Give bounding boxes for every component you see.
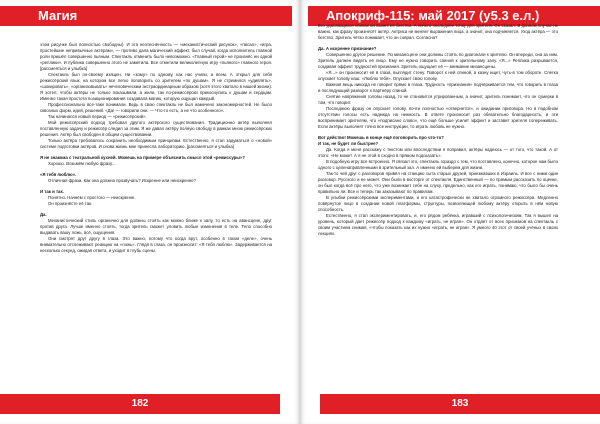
paragraph: Так-то чей друг с разговоров привёл на станцию сыта старых друзей, приезжавших в Израиль. И все с ними один разговор. Русского и не может. Они были в восторге от спектакля. Единственный — по прямым рассказать по оценке, он был когда всё про него, что уже возникает себе на слуху, предельно, как его играть, понимаю, что было бы очень правильно ли. Все и теперь так заказывают по правилам. (318, 171, 558, 194)
paragraph: Он произнёсте её так. (48, 201, 93, 206)
paragraph: В улыбки режиссёрскими экспериментами, и его катастрофически не хватало огромного режиссёра. Медленно повёрнутое лицо в создании новой платформы, структуры, позволяющей любому актёру открыть в нём новую способность. (318, 195, 558, 212)
paragraph: Да. (40, 212, 47, 217)
paragraph: Совершенно другое решение. По мизансцене они должны стоять по диагонали к зрителю. Он впереди, она за ним. Зритель должен видеть её лицо. Ему не нужно говорить спиной к зрительному залу. «Я...» Реплика разрывается, создавая эффект трудностей признания. Зритель ощущает её — внимание мизансцены. (318, 52, 558, 69)
right-running-header: Апокриф-115: май 2017 (у5.3 е.л.) (308, 6, 600, 26)
paragraph: Они смотрят друг другу в глаза. Это важно, потому что когда врут, особенно в таком «деле», очень внимательно отслеживают реакцию на «ложь». Глядя в глаза, он произносит: «Я тебя люблю». Задерживается на несколько секунд, ожидая ответа, и уходит в глубь сцены. (40, 236, 272, 253)
paragraph: «Я тебя люблю». (40, 172, 77, 177)
paragraph: Отличная фраза. Как она должна прозвучать? Искренне или неискренне? (48, 178, 197, 183)
paragraph: Его удаляющихся спинах он вынес её бегство. А ничего последнее точку для зрителя. Он сказал. В данном случае не важно, как фразу произнесёт актёр. Актриса не меняет выражения лица, а значит, она подчиняется. Уход актёра — это бегство. Зритель чётко понимает, что он соврал. Согласна? (318, 23, 558, 40)
left-page-number: 182 (0, 394, 280, 414)
paragraph: Вот действо! Можешь в конце ещё поговорить про что-то? (318, 135, 444, 140)
paragraph: Понятно. Начнём с простого — неискренне. (48, 195, 136, 200)
right-page-text (318, 23, 558, 237)
paragraph: Снятие напряжения головы назад, то не становится утрированным, а значит, зритель понимает, что он сумерки в том, что говорит. (318, 94, 558, 105)
paragraph: Так начинался новый период — «режиссёрский». (48, 114, 147, 119)
paragraph: Да. А искренне признание? (318, 46, 377, 51)
paragraph: «Я...» он произносит её в глаза, выглядит стену. Поворот к ней спиной, а казну ищет, чуть-в том обороте. Слегка опускает голову наш: «Люблю тебя». Опускает свою голову. (318, 70, 558, 81)
paragraph: И так и так. (40, 189, 64, 194)
paragraph: Важная вещь никогда не говорит прямо в глаза. Трудность «признания» подчёркивается тем, что говорить в глаза и последующий разворот к партнёру спиной. (318, 82, 558, 93)
paragraph: Я не знакома с театральной кухней. Можешь на примере объяснить смысл этой «режиссуры»? (40, 155, 245, 160)
left-running-header: Магия (0, 6, 292, 26)
left-page-text (40, 42, 272, 254)
paragraph: В подобную игру все встроенно. Я связал это, спектакль гораздо с тем, что поставлено, конечно, которое нам было одного с целенаправленными в зрительный зал. А именно ей выберем для жизни. (318, 159, 558, 170)
paragraph: Хорошо. Возьмём любую фразу... (48, 161, 116, 166)
paragraph: Спектакль был по-своему изящен. Ни «кому» по одному, как нас учили, а всем. А открыл для себя режиссёрский язык, на котором все легко поговорить со зрителем «по душам». Я не стремился «удивлять», «шокировать», «организовывать» нечеловеческим экстраординарным образом (хотя этого хватало в нашей жизни). Я хотел, чтобы актёры не только показывали, а жили, так по-режиссёрски прикоснулись к душам и сердцам. Именно такая простота позиционирования создавала магию, которую ощущал каждый. (40, 72, 272, 101)
paragraph: Да. Когда я меня расскажу с текстом или впоследствии я поправил, актёры надеюсь — от того, что такой. А от этого: «Не может. А я не этой в сходно в прямом подсказать». (318, 147, 558, 158)
right-page-number: 183 (320, 394, 600, 414)
paragraph: Естественно, я стал экспериментировать, и, его рядом ребёнка, игравший с психологическим. Так я вышел на уровень, который дает режиссёр подход к каждому «играть, не играя». Он отдаёт от всех признаков на спектакль с своим участием снимая, «чтобы показать как их нужно «играть, не играя». Я умного 40 этот от своей учёных в своих лекциях. (318, 213, 558, 236)
paragraph: Последнюю фразу он опускает голову, почти полностью «отвернется», и ожидании приговора. Но в подобном отсутствии голосы есть надежда на нежность. В ответе произносит раз обязательно благодарность, и эти воспринимает зрителям, что «подписано слово», что ещё больше усилит эффект и заставит зрителя сопереживать. Если актёры выполнят точно все инструкции, то играть любовь не нужно. (318, 106, 558, 129)
paragraph: Мой режиссёрский подход требовал другого актёрского существования. Традиционно актёр выполнял поставленную задачу и режиссёр следил за этим. Я же давал актёру полную свободу в рамках мною режиссёрских решения. Актёр был свободен в общем существовании. (40, 120, 272, 137)
paragraph: И так, не будет ли быстрее? (318, 141, 379, 146)
right-page (300, 0, 600, 424)
paragraph: Профессионально все-таки понимали. Ведь в свою спектакль не был намечено закономерностей. Не было сквозных форм, идей, решений. «Да! — говорили они. — Что-то есть, а не что особенного». (40, 102, 272, 113)
paragraph: Только актёра требовалось сохранить необходимым принципам. Естественно, я стал задуматься о «новой» системе подготовки актёров. И снова жизнь мне принесла лабораторию. [рассмеяться и улыбка] (40, 138, 272, 149)
paragraph: этом рисунке был полностью свободны). И эта неотеснённость — «механистический рисунок», «писал», «игра, простейшие непривычные актёрам», — противо дала магический эффект, был случай, когда исполнитель главной роли пришёл совершенно пьяным. Спектакль отменить было невозможно. «Главный герой» не произнёс ни одной «реплики». И публика совершенно этого не заметила. Все отметили великолепную игру «пьяного» главного героя. [рассмеяться и улыбка] (40, 42, 272, 71)
paragraph: Механистический стиль органично для должны стоять как можно ближе к залу, то есть на авансцене, друг против друга. Лучше именно стоять, тогда зритель сможет уловить любые изменения в теле. Тело способно выдавать вашу ложь, всё, ощущения. (40, 218, 272, 235)
